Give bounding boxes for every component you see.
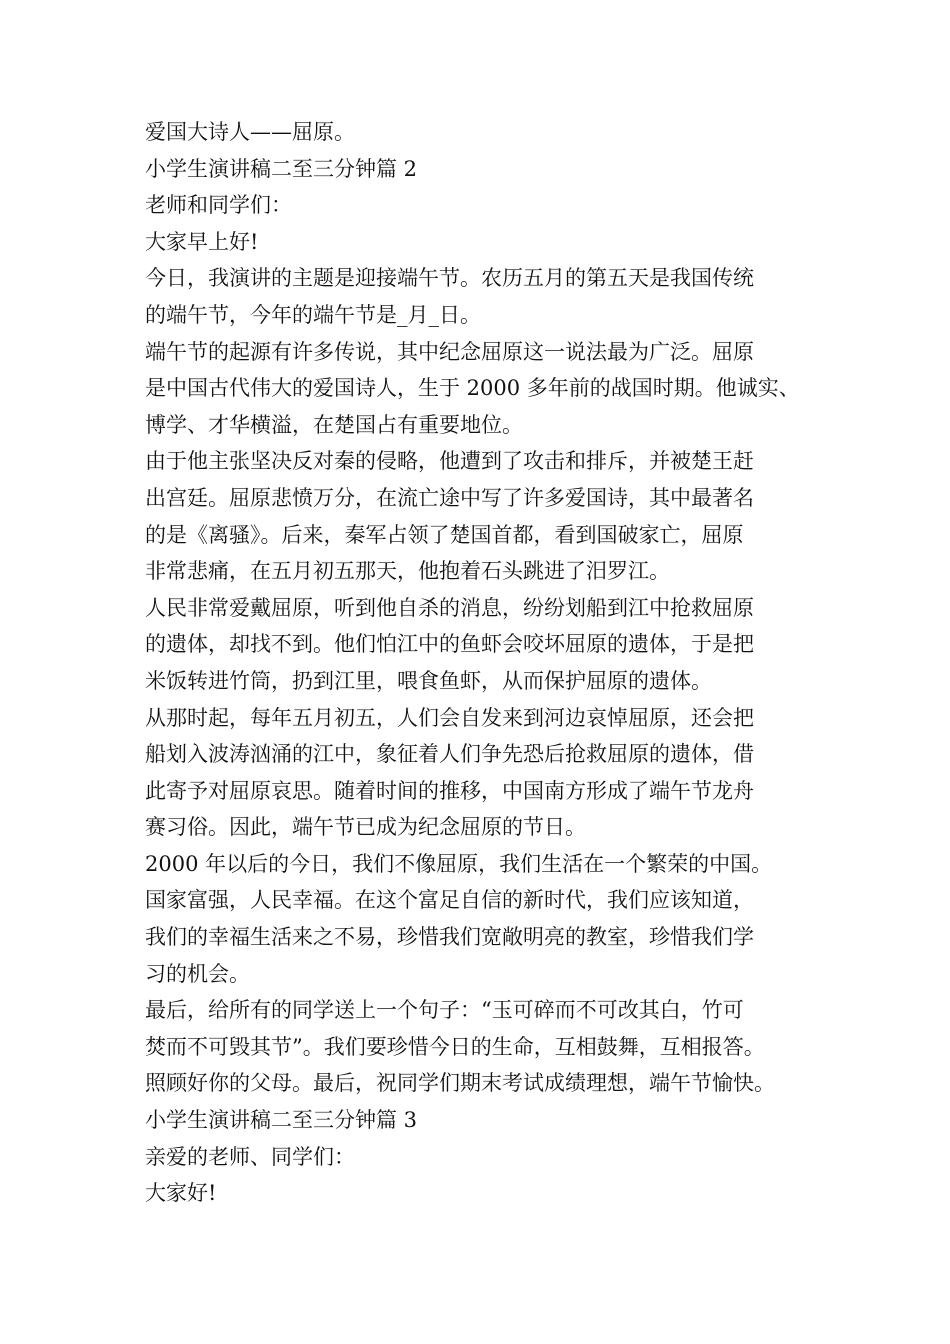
text-line: 非常悲痛，在五月初五那天，他抱着石头跳进了汨罗江。	[145, 559, 670, 584]
greeting: 大家好!	[145, 1181, 217, 1206]
salutation: 老师和同学们：	[145, 193, 292, 218]
text-line: 我们的幸福生活来之不易，珍惜我们宽敞明亮的教室，珍惜我们学	[145, 925, 754, 950]
text-line: 人民非常爱戴屈原，听到他自杀的消息，纷纷划船到江中抢救屈原	[145, 595, 754, 620]
salutation: 亲爱的老师、同学们：	[145, 1144, 355, 1169]
document-body	[145, 114, 835, 1212]
text-line: 是中国古代伟大的爱国诗人，生于 2000 多年前的战国时期。他诚实、	[145, 376, 800, 401]
text-line: 赛习俗。因此，端午节已成为纪念屈原的节日。	[145, 815, 586, 840]
text-line: 习的机会。	[145, 961, 250, 986]
text-line: 照顾好你的父母。最后，祝同学们期末考试成绩理想，端午节愉快。	[145, 1071, 775, 1096]
text-line: 最后，给所有的同学送上一个句子：“玉可碎而不可改其白，竹可	[145, 998, 744, 1023]
text-line: 端午节的起源有许多传说，其中纪念屈原这一说法最为广泛。屈原	[145, 339, 754, 364]
text-line: 爱国大诗人——屈原。	[145, 120, 355, 144]
text-line: 由于他主张坚决反对秦的侵略，他遭到了攻击和排斥，并被楚王赶	[145, 449, 754, 474]
text-line: 此寄予对屈原哀思。随着时间的推移，中国南方形成了端午节龙舟	[145, 778, 754, 803]
text-line: 焚而不可毁其节”。我们要珍惜今日的生命，互相鼓舞，互相报答。	[145, 1034, 765, 1059]
text-line: 的端午节，今年的端午节是_月_日。	[145, 302, 481, 327]
text-line: 今日，我演讲的主题是迎接端午节。农历五月的第五天是我国传统	[145, 266, 754, 291]
text-line: 的遗体，却找不到。他们怕江中的鱼虾会咬坏屈原的遗体，于是把	[145, 632, 754, 657]
text-line: 米饭转进竹筒，扔到江里，喂食鱼虾，从而保护屈原的遗体。	[145, 668, 712, 693]
text-line: 国家富强，人民幸福。在这个富足自信的新时代，我们应该知道，	[145, 888, 754, 913]
greeting: 大家早上好!	[145, 229, 259, 254]
text-line: 的是《离骚》。后来，秦军占领了楚国首都，看到国破家亡，屈原	[145, 522, 744, 547]
text-line: 2000 年以后的今日，我们不像屈原，我们生活在一个繁荣的中国。	[145, 851, 773, 876]
text-line: 船划入波涛汹涌的江中，象征着人们争先恐后抢救屈原的遗体，借	[145, 742, 754, 767]
text-line: 博学、才华横溢，在楚国占有重要地位。	[145, 412, 523, 437]
section-heading: 小学生演讲稿二至三分钟篇 3	[145, 1108, 418, 1133]
text-line: 出宫廷。屈原悲愤万分，在流亡途中写了许多爱国诗，其中最著名	[145, 485, 754, 510]
text-line: 从那时起，每年五月初五，人们会自发来到河边哀悼屈原，还会把	[145, 705, 754, 730]
section-heading: 小学生演讲稿二至三分钟篇 2	[145, 156, 418, 181]
